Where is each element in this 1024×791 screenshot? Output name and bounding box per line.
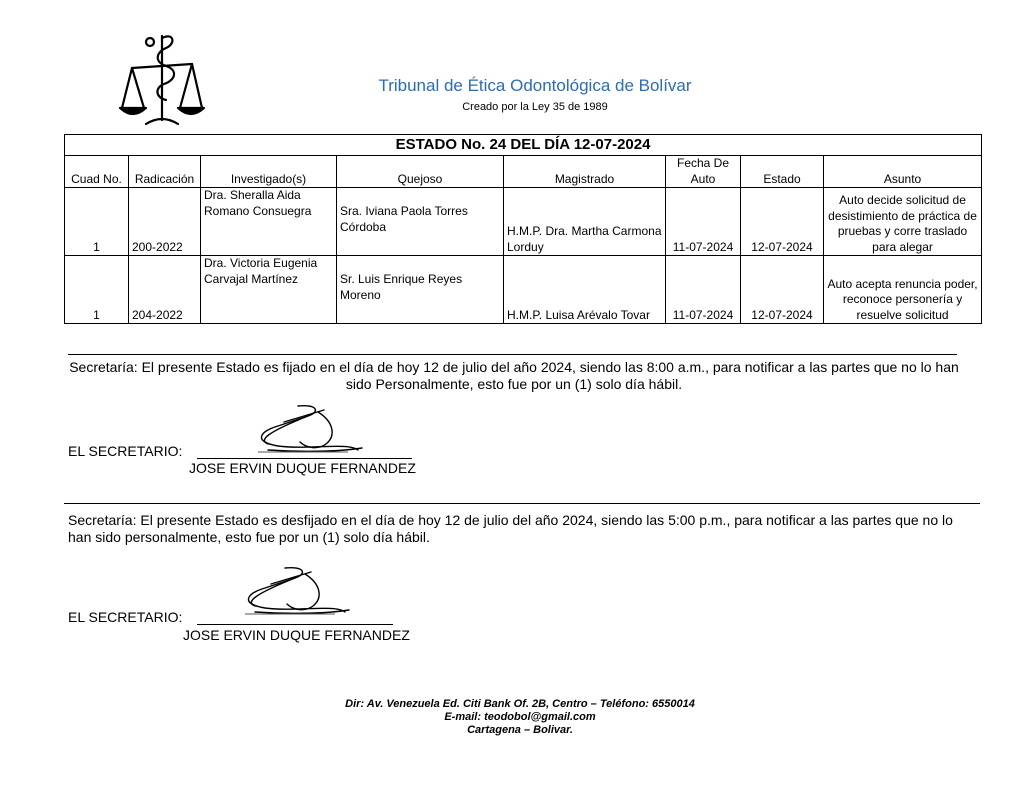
- cell-investigado: Dra. Sheralla Aida Romano Consuegra: [201, 188, 337, 256]
- signature-line: [197, 458, 412, 459]
- cell-asunto: Auto decide solicitud de desistimiento de práctica de pruebas y corre traslado para alegar: [824, 188, 982, 256]
- footer-city: Cartagena – Bolivar.: [467, 724, 573, 736]
- cell-radicacion: 204-2022: [129, 256, 201, 324]
- table-row: [65, 256, 982, 324]
- signature-icon: [225, 564, 355, 620]
- cell-quejoso: Sra. Iviana Paola Torres Córdoba: [337, 188, 504, 256]
- column-header: Fecha De Auto: [666, 156, 741, 188]
- column-header: Cuad No.: [65, 156, 129, 188]
- column-header: Asunto: [824, 156, 982, 188]
- organization-name: Tribunal de Ética Odontológica de Bolívar: [378, 76, 692, 95]
- signature-line: [197, 624, 393, 625]
- secretary-label: EL SECRETARIO:: [68, 443, 183, 459]
- cell-asunto: Auto acepta renuncia poder, reconoce personería y resuelve solicitud: [824, 256, 982, 324]
- divider: [68, 354, 957, 355]
- fijado-notice: Secretaría: El presente Estado es fijado en el día de hoy 12 de julio del año 2024, siendo las 8:00 a.m., para notificar a las partes que no lo han sido Personalmente, esto fue por un (1) solo día hábil.: [69, 359, 959, 392]
- column-header: Magistrado: [504, 156, 666, 188]
- cell-fecha-auto: 11-07-2024: [666, 256, 741, 324]
- secretary-label: EL SECRETARIO:: [68, 609, 183, 625]
- column-header: Investigado(s): [201, 156, 337, 188]
- secretary-name: JOSE ERVIN DUQUE FERNANDEZ: [189, 460, 416, 476]
- cell-estado: 12-07-2024: [741, 188, 824, 256]
- cell-magistrado: H.M.P. Dra. Martha Carmona Lorduy: [504, 188, 666, 256]
- cell-fecha-auto: 11-07-2024: [666, 188, 741, 256]
- column-header: Radicación: [129, 156, 201, 188]
- table-header-row: [65, 156, 982, 188]
- scales-of-justice-with-serpent-icon: [118, 28, 206, 128]
- column-header: Quejoso: [337, 156, 504, 188]
- cell-cuad: 1: [65, 188, 129, 256]
- signature-icon: [238, 402, 368, 458]
- column-header: Estado: [741, 156, 824, 188]
- estado-title: ESTADO No. 24 DEL DÍA 12-07-2024: [65, 135, 982, 156]
- footer-email: E-mail: teodobol@gmail.com: [444, 711, 596, 723]
- cell-cuad: 1: [65, 256, 129, 324]
- cell-investigado: Dra. Victoria Eugenia Carvajal Martínez: [201, 256, 337, 324]
- footer-address: Dir: Av. Venezuela Ed. Citi Bank Of. 2B, Centro – Teléfono: 6550014: [345, 698, 695, 710]
- organization-subtitle: Creado por la Ley 35 de 1989: [462, 101, 608, 113]
- estado-table: [64, 134, 982, 324]
- cell-magistrado: H.M.P. Luisa Arévalo Tovar: [504, 256, 666, 324]
- table-row: [65, 188, 982, 256]
- secretary-name: JOSE ERVIN DUQUE FERNANDEZ: [183, 627, 410, 643]
- cell-estado: 12-07-2024: [741, 256, 824, 324]
- desfijado-notice: Secretaría: El presente Estado es desfijado en el día de hoy 12 de julio del año 2024, siendo las 5:00 p.m., para notificar a las partes que no lo han sido personalmente, esto fue por un (1) solo día hábil.: [68, 512, 953, 545]
- cell-quejoso: Sr. Luis Enrique Reyes Moreno: [337, 256, 504, 324]
- divider: [64, 503, 980, 504]
- cell-radicacion: 200-2022: [129, 188, 201, 256]
